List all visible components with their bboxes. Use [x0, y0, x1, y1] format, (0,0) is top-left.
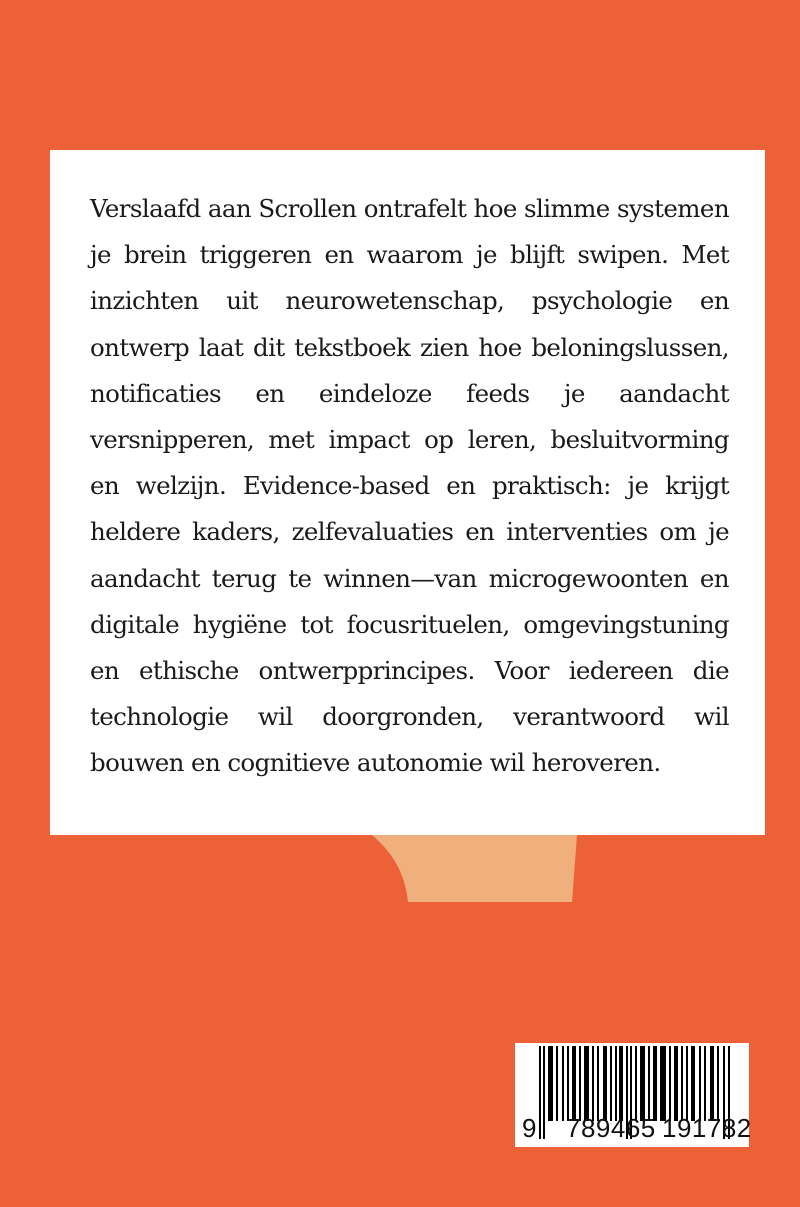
barcode-digits-right: 191782 — [662, 1113, 752, 1143]
isbn-barcode — [515, 1043, 752, 1147]
blurb-line: terug te winnen—van microgewoonten en — [211, 563, 729, 593]
blurb-line: systemen je brein triggeren en waarom je blijft — [90, 194, 729, 270]
blurb-line: hoe beloningslussen, notificaties en eindeloze — [90, 332, 729, 408]
blurb-line: verantwoord wil bouwen en cognitieve — [90, 702, 729, 778]
blurb-line: Verslaafd aan Scrollen ontrafelt hoe slimme — [90, 194, 610, 223]
decorative-peach-shape — [360, 830, 590, 905]
blurb-line: digitale hygiëne tot focusrituelen, — [90, 609, 510, 639]
blurb-line: zelfevaluaties en interventies om je aandacht — [90, 517, 729, 593]
blurb-line: based en praktisch: je krijgt heldere kaders, — [90, 471, 729, 547]
blurb-line: leren, besluitvorming en welzijn. Evidence- — [90, 425, 729, 501]
blurb-line: feeds je aandacht versnipperen, met impact op — [90, 378, 729, 455]
blurb-line: omgevingstuning en ethische ontwerpprincipes. — [90, 609, 729, 686]
blurb-line: Voor iedereen die technologie wil doorgronden, — [90, 656, 729, 732]
blurb-line: autonomie wil heroveren. — [356, 748, 661, 778]
barcode-digit-first: 9 — [522, 1113, 537, 1143]
blurb-line: swipen. Met inzichten uit neurowetenschap, — [90, 240, 729, 316]
blurb-line: psychologie en ontwerp laat dit tekstboek zien — [90, 286, 729, 362]
blurb-text — [90, 186, 729, 787]
blurb-panel — [50, 150, 765, 835]
barcode-digits-left: 789465 — [566, 1113, 656, 1143]
